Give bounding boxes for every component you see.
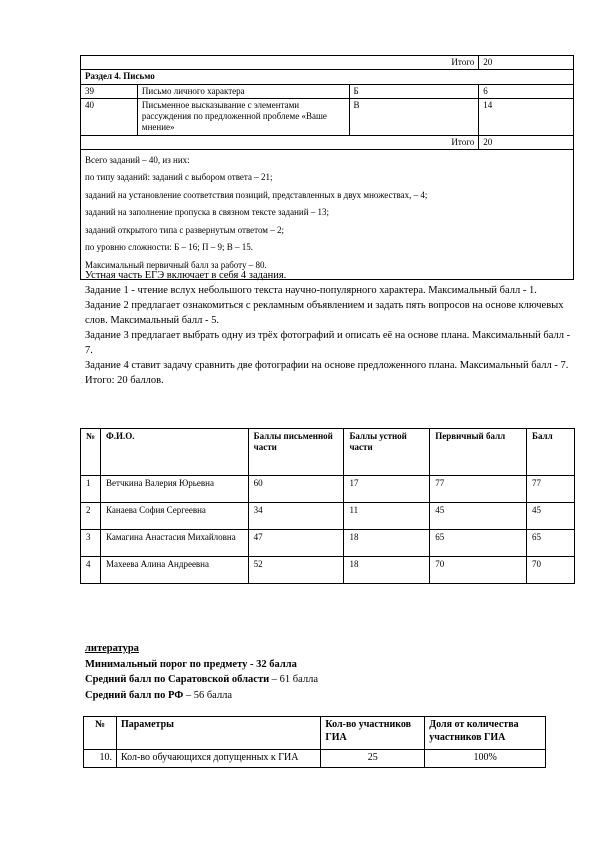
task-score: 14: [479, 98, 574, 135]
summary-line: по типу заданий: заданий с выбором ответа – 21;: [85, 172, 273, 183]
cell: 18: [344, 530, 430, 557]
literature-section: [85, 641, 565, 703]
task-level: В: [349, 98, 479, 135]
cell: Камагина Анастасия Михайловна: [101, 530, 249, 557]
total-value: 20: [479, 135, 574, 149]
task-description: Письмо личного характера: [137, 84, 349, 98]
table-row: [81, 149, 574, 279]
summary-line: Всего заданий – 40, из них:: [85, 154, 190, 165]
cell: 52: [248, 557, 344, 584]
cell: 4: [81, 557, 101, 584]
column-header: №: [84, 717, 117, 750]
summary-line: Максимальный первичный балл за работу – 80.: [85, 260, 267, 271]
paragraph: Задание 2 предлагает ознакомиться с рекламным объявлением и задать пять вопросов на основе ключевых слов. Максимальный балл - 5.: [85, 300, 564, 326]
cell: Кол-во обучающихся допущенных к ГИА: [116, 750, 320, 768]
cell: 25: [321, 750, 425, 768]
cell: 34: [248, 503, 344, 530]
column-header: Кол-во участников ГИА: [321, 717, 425, 750]
paragraph: Задание 4 ставит задачу сравнить две фотографии на основе предложенного плана. Максимальный балл - 7.: [85, 360, 569, 371]
table-row: [81, 476, 575, 503]
summary-cell: [81, 149, 574, 279]
total-label: Итого: [81, 56, 479, 70]
table-row: [84, 750, 546, 768]
cell: 18: [344, 557, 430, 584]
cell: 65: [527, 530, 575, 557]
national-average-value: – 56 балла: [183, 689, 233, 701]
total-label: Итого: [81, 135, 479, 149]
exam-structure-table: [80, 55, 574, 280]
summary-line: заданий на установление соответствия позиций, представленных в двух множествах, – 4;: [85, 189, 428, 200]
summary-line: заданий на заполнение пропуска в связном тексте заданий – 13;: [85, 207, 330, 218]
section-title: литература: [85, 643, 139, 654]
summary-line: заданий открытого типа с развернутым ответом – 2;: [85, 224, 284, 235]
column-header: Первичный балл: [430, 429, 527, 476]
column-header: Ф.И.О.: [101, 429, 249, 476]
task-number: 40: [81, 98, 138, 135]
section-heading: Раздел 4. Письмо: [81, 70, 574, 84]
cell: 1: [81, 476, 101, 503]
table-header-row: [84, 717, 546, 750]
cell: 2: [81, 503, 101, 530]
cell: 45: [527, 503, 575, 530]
paragraph: Итого: 20 баллов.: [85, 375, 164, 386]
column-header: Балл: [527, 429, 575, 476]
table-row: [81, 503, 575, 530]
cell: 70: [527, 557, 575, 584]
paragraph: Задание 1 - чтение вслух небольшого текста научно-популярного характера. Максимальный балл - 1.: [85, 285, 537, 296]
regional-average-value: – 61 балла: [269, 674, 319, 685]
cell: 77: [430, 476, 527, 503]
task-score: 6: [479, 84, 574, 98]
cell: 100%: [425, 750, 546, 768]
column-header: Баллы устной части: [344, 429, 430, 476]
cell: Ветчкина Валерия Юрьевна: [101, 476, 249, 503]
table-row: [81, 84, 574, 98]
summary-line: по уровню сложности: Б – 16; П – 9; В – 15.: [85, 242, 254, 253]
column-header: Доля от количества участников ГИА: [425, 717, 546, 750]
cell: Махеева Алина Андреевна: [101, 557, 249, 584]
threshold-line: Минимальный порог по предмету - 32 балла: [85, 658, 297, 670]
task-level: Б: [349, 84, 479, 98]
national-average-label: Средний балл по РФ: [85, 689, 184, 701]
cell: Канаева София Сергеевна: [101, 503, 249, 530]
cell: 45: [430, 503, 527, 530]
column-header: Баллы письменной части: [248, 429, 344, 476]
cell: 77: [527, 476, 575, 503]
task-description: Письменное высказывание с элементами рассуждения по предложенной проблеме «Ваше мнение»: [137, 98, 349, 135]
national-average-line: [85, 688, 565, 704]
cell: 11: [344, 503, 430, 530]
participants-table: [83, 716, 546, 768]
cell: 17: [344, 476, 430, 503]
cell: 60: [248, 476, 344, 503]
cell: 3: [81, 530, 101, 557]
column-header: №: [81, 429, 101, 476]
table-row: [81, 56, 574, 70]
paragraph: Задание 3 предлагает выбрать одну из трёх фотографий и описать её на основе плана. Максимальный балл - 7.: [85, 330, 571, 356]
table-row: [81, 530, 575, 557]
cell: 65: [430, 530, 527, 557]
cell: 70: [430, 557, 527, 584]
student-results-table: [80, 428, 575, 584]
regional-average-line: [85, 672, 565, 688]
cell: 10.: [84, 750, 117, 768]
regional-average-label: Средний балл по Саратовской области: [85, 674, 270, 685]
table-row: [81, 135, 574, 149]
table-row: [81, 70, 574, 84]
oral-part-description: [85, 268, 575, 388]
cell: 47: [248, 530, 344, 557]
table-row: [81, 98, 574, 135]
table-header-row: [81, 429, 575, 476]
total-value: 20: [479, 56, 574, 70]
column-header: Параметры: [116, 717, 320, 750]
table-row: [81, 557, 575, 584]
task-number: 39: [81, 84, 138, 98]
paragraph: Устная часть ЕГЭ включает в себя 4 задания.: [85, 270, 287, 281]
